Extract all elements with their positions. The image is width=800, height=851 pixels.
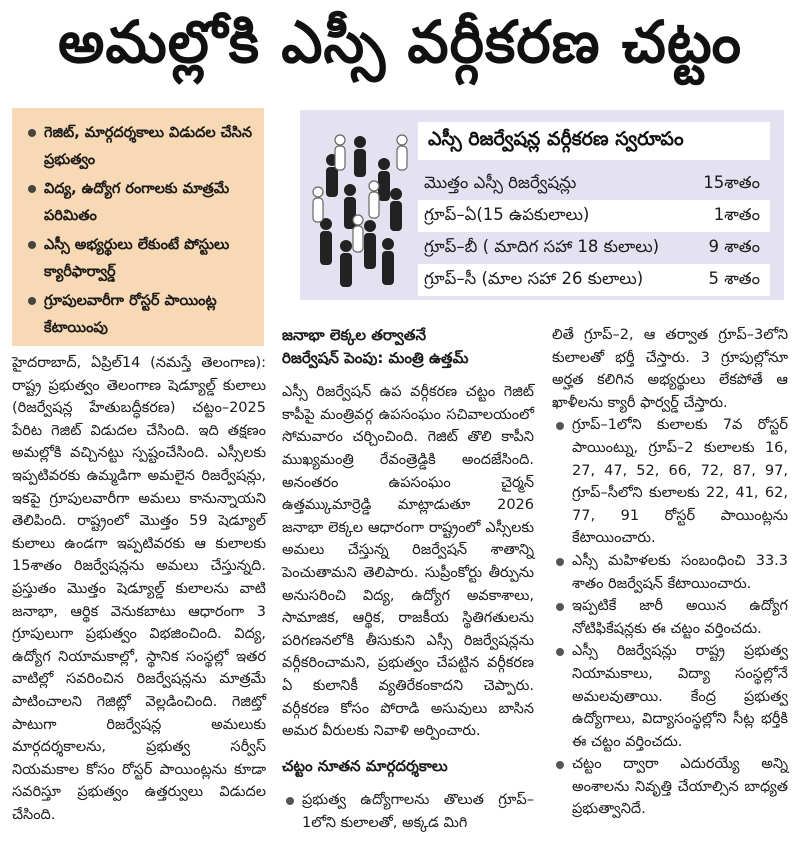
row-label: మొత్తం ఎస్సీ రిజర్వేషన్లు	[424, 172, 577, 192]
people-crowd-illustration	[310, 128, 410, 290]
subheading: రిజర్వేషన్ పెంపు: మంత్రి ఉత్తమ్	[282, 348, 469, 367]
bullet-item: గ్రూప్–1లోని కులాలకు 7వ రోస్టర్ పాయింట్ను, గ్రూప్–2 కులాలకు 16, 27, 47, 52, 66, 72, 87, 97, గ్రూప్–సీలోని కులాలకు 22, 41, 62, 77, 91 రోస్టర్ పాయింట్లను కేటాయించారు.	[552, 414, 788, 550]
row-label: గ్రూప్–బీ ( మాదిగ సహా 18 కులాలు)	[424, 236, 660, 256]
body-text: ఎస్సీ రిజర్వేషన్ ఉప వర్గీకరణ చట్టం గెజిట్ కాపీపై మంత్రివర్గ ఉపసంఘం సచివాలయంలో సోమవారం చర్చించింది. గెజిట్ తొలి కాపీని ముఖ్యమంత్రి రేవంత్రెడ్డికి అందజేసింది. అనంతరం ఉపసంఘం చైర్మన్ ఉత్తమ్కుమార్రెడ్డి మాట్లాడుతూ 2026 జనాభా లెక్కల ఆధారంగా రాష్ట్రంలో ఎస్సీలకు అమలు చేస్తున్న రిజర్వేషన్ శాతాన్ని పెంచుతామని తెలిపారు. సుప్రీంకోర్టు తీర్పును అనుసరించి విద్య, ఉద్యోగ అవకాశాలు, సామాజిక, ఆర్థిక, రాజకీయ స్థితిగతులను పరిగణనలోకి తీసుకుని ఎస్సీ రిజర్వేషన్లను వర్గీకరించామని, ప్రభుత్వం చేపట్టిన వర్గీకరణ ఏ కులానికీ వ్యతిరేకంకాదని చెప్పారు. వర్గీకరణ కోసం పోరాడి అసువులు బాసిన అమర వీరులకు నివాళి అర్పించారు.	[282, 384, 534, 740]
row-label: గ్రూప్–ఏ(15 ఉపకులాలు)	[424, 204, 590, 224]
headline: అమల్లోకి ఎస్సీ వర్గీకరణ చట్టం	[57, 7, 742, 76]
highlight-item: విద్య, ఉద్యోగ రంగాలకు మాత్రమే పరిమితం	[24, 176, 254, 230]
table-title: ఎస్సీ రిజర్వేషన్ల వర్గీకరణ స్వరూపం	[418, 122, 770, 160]
table-row	[418, 232, 770, 264]
subheading: చట్టం నూతన మార్గదర్శకాలు	[282, 756, 448, 775]
row-label: గ్రూప్–సీ (మాల సహా 26 కులాలు)	[424, 268, 644, 288]
subheading: జనాభా లెక్కల తర్వాతనే	[282, 326, 426, 344]
highlight-item: ఎస్సీ అభ్యర్థులు లేకుంటే పోస్టులు క్యారీఫార్వార్డ్	[24, 232, 254, 286]
bullet-item: ఇప్పటికే జారీ అయిన ఉద్యోగ నోటిఫికేషన్లకు ఈ చట్టం వర్తించదు.	[552, 595, 788, 640]
row-value: 9 శాతం	[708, 236, 760, 256]
article-column-1	[12, 352, 266, 826]
bullet-item: ప్రభుత్వ ఉద్యోగాలను తొలుత గ్రూప్–1లోని కులాలతో, అక్కడ మిగి	[282, 789, 534, 834]
body-text: లితే గ్రూప్–2, ఆ తర్వాత గ్రూప్–3లోని కులాలతో భర్తీ చేస్తారు. 3 గ్రూపుల్లోనూ అర్హత కలిగిన అభ్యర్థులు లేకపోతే ఆ ఖాళీలను క్యారీ ఫార్వర్డ్ చేస్తారు.	[552, 327, 788, 411]
highlights-box	[12, 108, 264, 346]
bullet-item: ఎస్సీ రిజర్వేషన్లు రాష్ట్ర ప్రభుత్వ నియామకాలు, విద్యా సంస్థల్లోనే అమలవుతాయి. కేంద్ర ప్రభుత్వ ఉద్యోగాలు, విద్యాసంస్థల్లోని సీట్ల భర్తీకి ఈ చట్టం వర్తించదు.	[552, 640, 788, 753]
bullet-item: ఎస్సీ మహిళలకు సంబంధించి 33.3 శాతం రిజర్వేషన్ కేటాయించారు.	[552, 550, 788, 595]
row-value: 1శాతం	[713, 204, 760, 224]
article-column-3	[552, 324, 788, 821]
body-text: హైదరాబాద్, ఏప్రిల్14 (నమస్తే తెలంగాణ): రాష్ట్ర ప్రభుత్వం తెలంగాణ షెడ్యూల్డ్ కులాలు (రిజర్వేషన్ల హేతుబద్ధీకరణ) చట్టం–2025 పేరిట గెజిట్ విడుదల చేసింది. ఇది తక్షణం అమల్లోకి వచ్చినట్టు స్పష్టంచేసింది. ఎస్సీలకు ఇప్పటివరకు ఉమ్మడిగా అమలైన రిజర్వేషన్లు, ఇకపై గ్రూపులవారీగా అమలు కానున్నాయని తెలిపింది. రాష్ట్రంలో మొత్తం 59 షెడ్యూల్ కులాలు ఉండగా ఇప్పటివరకు ఆ కులాలకు 15శాతం రిజర్వేషన్లను అమలు చేస్తున్నది. ప్రస్తుతం మొత్తం షెడ్యూల్డ్ కులాలను వాటి జనాభా, ఆర్థిక వెనుకబాటు ఆధారంగా 3 గ్రూపులుగా ప్రభుత్వం విభజించింది. విద్య, ఉద్యోగ నియామకాల్లో, స్థానిక సంస్థల్లో ఇతర వాటిల్లో సవరించిన రిజర్వేషన్లను మాత్రమే పాటించాలని గెజిట్లో వెల్లడించింది. గెజిట్తో పాటుగా రిజర్వేషన్ల అమలుకు మార్గదర్శకాలను, ప్రభుత్వ సర్వీస్ నియమకాల కోసం రోస్టర్ పాయింట్లను కూడా సవరిస్తూ ప్రభుత్వం ఉత్తర్వులు విడుదల చేసింది.	[12, 355, 266, 823]
row-value: 5 శాతం	[708, 268, 760, 288]
bullet-item: చట్టం ద్వారా ఎదురయ్యే అన్ని అంశాలను నివృత్తి చేయాల్సిన బాధ్యత ప్రభుత్వానిదే.	[552, 753, 788, 821]
table-row	[418, 264, 770, 296]
article-column-2	[282, 324, 534, 834]
highlight-item: గ్రూపులవారీగా రోస్టర్ పాయింట్ల కేటాయింపు	[24, 288, 254, 342]
reservation-table	[300, 110, 784, 300]
table-row	[418, 200, 770, 232]
row-value: 15శాతం	[703, 172, 760, 192]
table-row	[418, 168, 770, 200]
highlight-item: గెజిట్, మార్గదర్శకాలు విడుదల చేసిన ప్రభుత్వం	[24, 120, 254, 174]
